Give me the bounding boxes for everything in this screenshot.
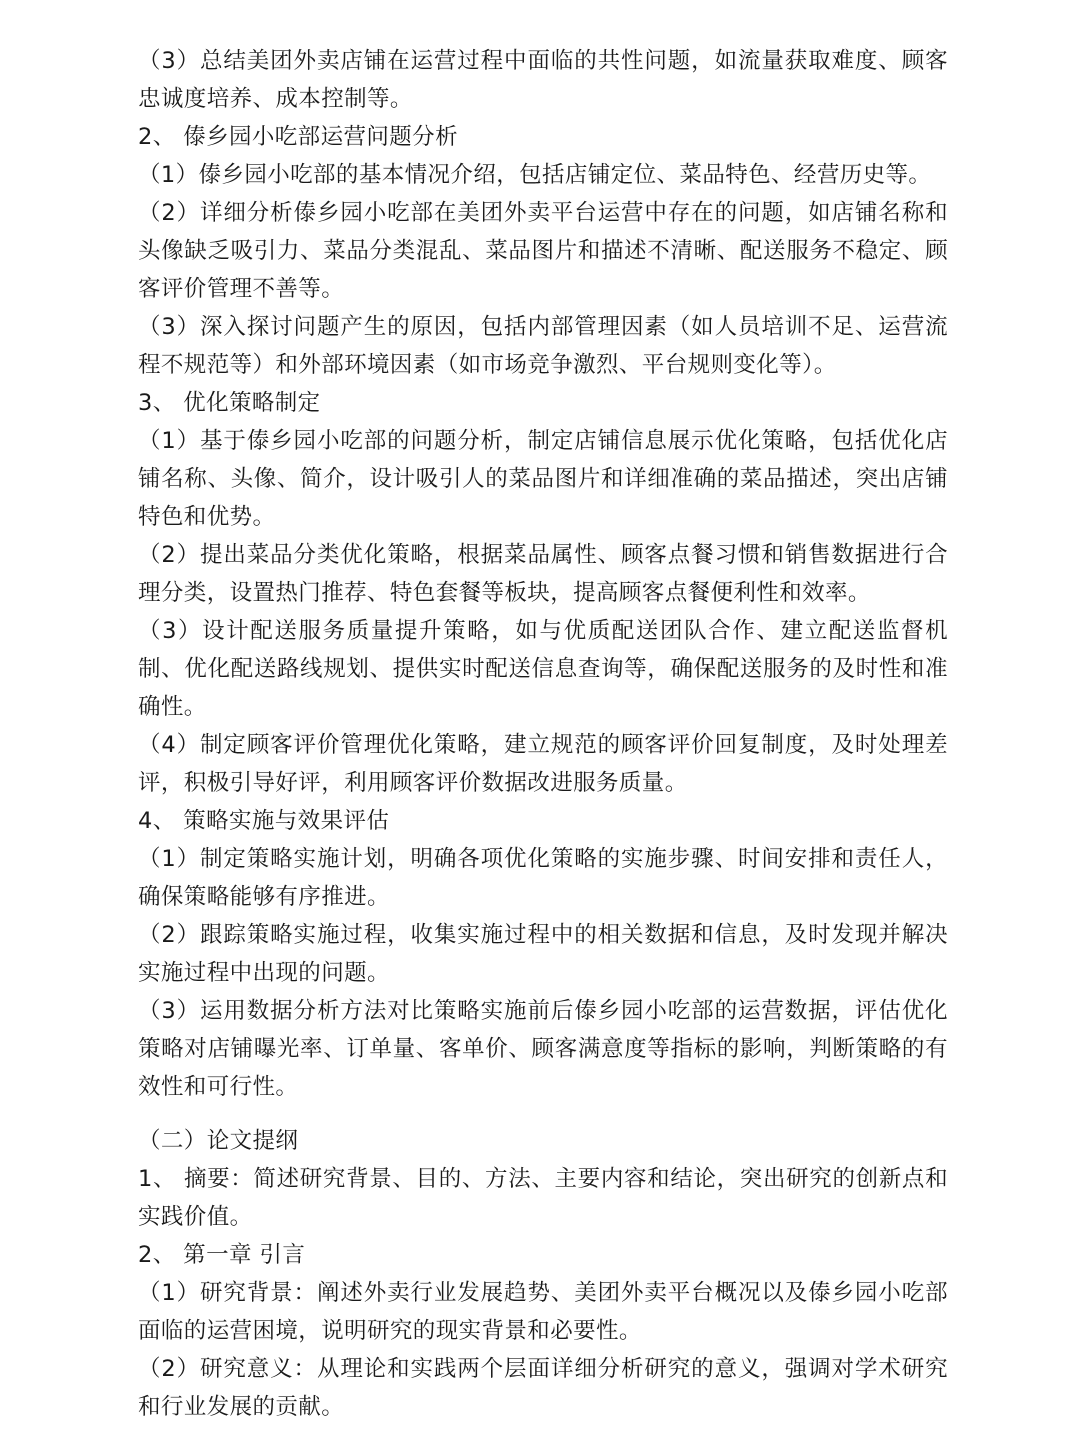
paragraph-implementation-plan: （1）制定策略实施计划，明确各项优化策略的实施步骤、时间安排和责任人，确保策略能够有序推进。 (138, 846, 948, 910)
paragraph-basic-info: （1）傣乡园小吃部的基本情况介绍，包括店铺定位、菜品特色、经营历史等。 (138, 162, 932, 188)
paragraph-detailed-problems: （2）详细分析傣乡园小吃部在美团外卖平台运营中存在的问题，如店铺名称和头像缺乏吸引力、菜品分类混乱、菜品图片和描述不清晰、配送服务不稳定、顾客评价管理不善等。 (138, 200, 948, 302)
paragraph-tracking-process: （2）跟踪策略实施过程，收集实施过程中的相关数据和信息，及时发现并解决实施过程中出现的问题。 (138, 922, 948, 986)
heading-strategy-formulation: 3、 优化策略制定 (138, 390, 321, 416)
section-title-outline: （二）论文提纲 (138, 1128, 299, 1154)
document-body (138, 42, 948, 1426)
paragraph-info-display-strategy: （1）基于傣乡园小吃部的问题分析，制定店铺信息展示优化策略，包括优化店铺名称、头像、简介，设计吸引人的菜品图片和详细准确的菜品描述，突出店铺特色和优势。 (138, 428, 948, 530)
paragraph-review-strategy: （4）制定顾客评价管理优化策略，建立规范的顾客评价回复制度，及时处理差评，积极引导好评，利用顾客评价数据改进服务质量。 (138, 732, 948, 796)
heading-implementation-evaluation: 4、 策略实施与效果评估 (138, 808, 390, 834)
paragraph-summary-common-issues: （3）总结美团外卖店铺在运营过程中面临的共性问题，如流量获取难度、顾客忠诚度培养、成本控制等。 (138, 48, 948, 112)
heading-problem-analysis: 2、 傣乡园小吃部运营问题分析 (138, 124, 458, 150)
section-spacer (138, 1106, 948, 1122)
paragraph-research-background: （1）研究背景：阐述外卖行业发展趋势、美团外卖平台概况以及傣乡园小吃部面临的运营困境，说明研究的现实背景和必要性。 (138, 1280, 948, 1344)
paragraph-problem-causes: （3）深入探讨问题产生的原因，包括内部管理因素（如人员培训不足、运营流程不规范等）和外部环境因素（如市场竞争激烈、平台规则变化等）。 (138, 314, 948, 378)
paragraph-data-evaluation: （3）运用数据分析方法对比策略实施前后傣乡园小吃部的运营数据，评估优化策略对店铺曝光率、订单量、客单价、顾客满意度等指标的影响，判断策略的有效性和可行性。 (138, 998, 948, 1100)
paragraph-abstract: 1、 摘要：简述研究背景、目的、方法、主要内容和结论，突出研究的创新点和实践价值。 (138, 1166, 948, 1230)
paragraph-delivery-strategy: （3）设计配送服务质量提升策略，如与优质配送团队合作、建立配送监督机制、优化配送路线规划、提供实时配送信息查询等，确保配送服务的及时性和准确性。 (138, 618, 948, 720)
paragraph-research-significance: （2）研究意义：从理论和实践两个层面详细分析研究的意义，强调对学术研究和行业发展的贡献。 (138, 1356, 948, 1420)
paragraph-menu-category-strategy: （2）提出菜品分类优化策略，根据菜品属性、顾客点餐习惯和销售数据进行合理分类，设置热门推荐、特色套餐等板块，提高顾客点餐便利性和效率。 (138, 542, 948, 606)
heading-chapter-one: 2、 第一章 引言 (138, 1242, 306, 1268)
